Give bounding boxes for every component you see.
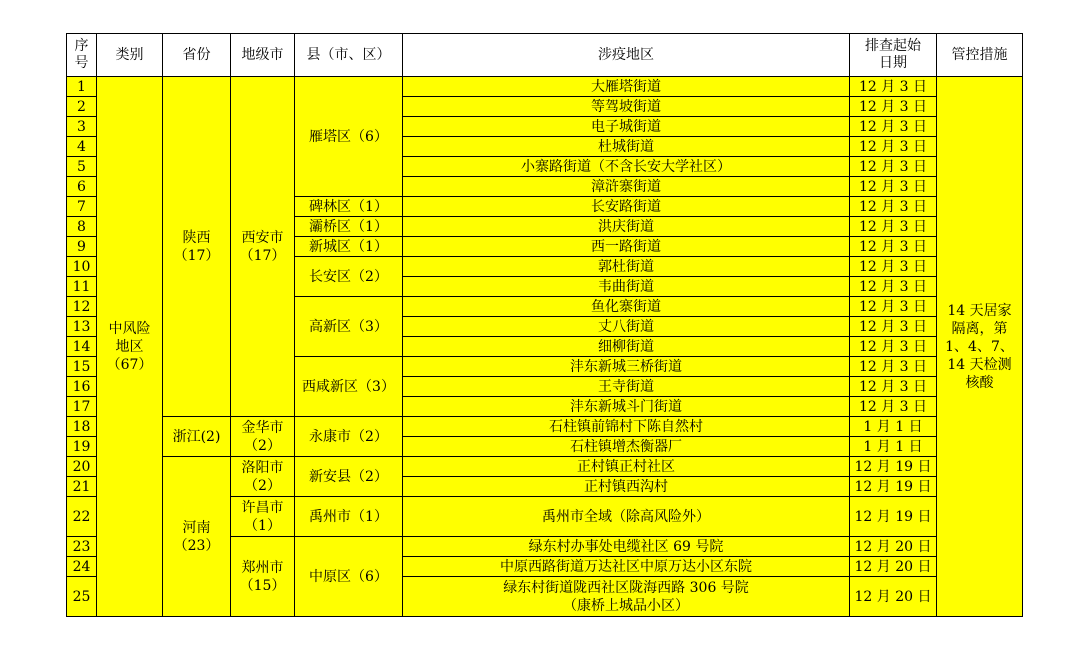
row-number: 3 [67,117,97,137]
row-number: 12 [67,297,97,317]
county-cell-gaoxin: 高新区（3） [295,297,403,357]
date-cell: 12 月 3 日 [850,377,937,397]
area-cell: 长安路街道 [403,197,850,217]
date-cell: 12 月 3 日 [850,217,937,237]
date-cell: 12 月 3 日 [850,297,937,317]
date-cell: 12 月 3 日 [850,317,937,337]
header-city: 地级市 [231,34,295,77]
area-cell: 西一路街道 [403,237,850,257]
date-cell: 12 月 3 日 [850,77,937,97]
area-cell: 正村镇西沟村 [403,477,850,497]
table-row [67,457,1023,477]
table-row [67,417,1023,437]
province-cell-shaanxi: 陕西 （17） [163,77,231,417]
county-cell-changan: 长安区（2） [295,257,403,297]
row-number: 15 [67,357,97,377]
date-cell: 12 月 3 日 [850,177,937,197]
row-number: 2 [67,97,97,117]
row-number: 23 [67,537,97,557]
category-cell: 中风险 地区 （67） [97,77,163,617]
row-number: 6 [67,177,97,197]
header-area: 涉疫地区 [403,34,850,77]
area-cell: 漳浒寨街道 [403,177,850,197]
city-cell-luoyang: 洛阳市 （2） [231,457,295,497]
county-cell-yongkang: 永康市（2） [295,417,403,457]
area-cell: 小寨路街道（不含长安大学社区） [403,157,850,177]
date-cell: 12 月 20 日 [850,537,937,557]
area-cell: 石柱镇前锦村下陈自然村 [403,417,850,437]
county-cell-xinan: 新安县（2） [295,457,403,497]
area-cell: 正村镇正村社区 [403,457,850,477]
area-cell: 绿东村办事处电缆社区 69 号院 [403,537,850,557]
row-number: 5 [67,157,97,177]
row-number: 20 [67,457,97,477]
row-number: 7 [67,197,97,217]
area-cell: 洪庆街道 [403,217,850,237]
date-cell: 1 月 1 日 [850,437,937,457]
area-cell: 绿东村街道陇西社区陇海西路 306 号院 （康桥上城品小区） [403,577,850,617]
header-province: 省份 [163,34,231,77]
date-cell: 12 月 3 日 [850,277,937,297]
row-number: 16 [67,377,97,397]
risk-area-table [66,33,1023,617]
county-cell-yuzhou: 禹州市（1） [295,497,403,537]
row-number: 17 [67,397,97,417]
area-cell: 郭杜街道 [403,257,850,277]
date-cell: 12 月 3 日 [850,197,937,217]
header-start-date: 排查起始 日期 [850,34,937,77]
date-cell: 12 月 20 日 [850,557,937,577]
area-cell: 细柳街道 [403,337,850,357]
row-number: 14 [67,337,97,357]
province-cell-zhejiang: 浙江(2) [163,417,231,457]
header-category: 类别 [97,34,163,77]
table-row [67,77,1023,97]
county-cell-baqiao: 灞桥区（1） [295,217,403,237]
row-number: 19 [67,437,97,457]
row-number: 18 [67,417,97,437]
date-cell: 12 月 3 日 [850,257,937,277]
date-cell: 12 月 19 日 [850,497,937,537]
county-cell-zhongyuan: 中原区（6） [295,537,403,617]
area-cell: 鱼化寨街道 [403,297,850,317]
row-number: 13 [67,317,97,337]
date-cell: 12 月 19 日 [850,457,937,477]
area-cell: 等驾坡街道 [403,97,850,117]
row-number: 10 [67,257,97,277]
header-measures: 管控措施 [937,34,1023,77]
header-seq: 序 号 [67,34,97,77]
county-cell-xincheng: 新城区（1） [295,237,403,257]
area-cell: 电子城街道 [403,117,850,137]
area-cell: 大雁塔街道 [403,77,850,97]
row-number: 22 [67,497,97,537]
row-number: 24 [67,557,97,577]
county-cell-yanta: 雁塔区（6） [295,77,403,197]
date-cell: 12 月 3 日 [850,157,937,177]
row-number: 8 [67,217,97,237]
row-number: 21 [67,477,97,497]
county-cell-xixian: 西咸新区（3） [295,357,403,417]
date-cell: 12 月 3 日 [850,237,937,257]
row-number: 4 [67,137,97,157]
header-row [67,34,1023,77]
city-cell-jinhua: 金华市 （2） [231,417,295,457]
city-cell-xuchang: 许昌市 （1） [231,497,295,537]
row-number: 11 [67,277,97,297]
area-cell: 沣东新城三桥街道 [403,357,850,377]
date-cell: 12 月 3 日 [850,97,937,117]
area-cell: 石柱镇增杰衡器厂 [403,437,850,457]
province-cell-henan: 河南 （23） [163,457,231,617]
date-cell: 12 月 3 日 [850,397,937,417]
city-cell-zhengzhou: 郑州市 （15） [231,537,295,617]
city-cell-xian: 西安市 （17） [231,77,295,417]
date-cell: 12 月 3 日 [850,337,937,357]
area-cell: 沣东新城斗门街道 [403,397,850,417]
header-county: 县（市、区） [295,34,403,77]
row-number: 9 [67,237,97,257]
date-cell: 12 月 19 日 [850,477,937,497]
county-cell-beilin: 碑林区（1） [295,197,403,217]
date-cell: 12 月 3 日 [850,117,937,137]
measures-cell: 14 天居家 隔离，第 1、4、7、 14 天检测 核酸 [937,77,1023,617]
row-number: 1 [67,77,97,97]
area-cell: 中原西路街道万达社区中原万达小区东院 [403,557,850,577]
date-cell: 12 月 20 日 [850,577,937,617]
row-number: 25 [67,577,97,617]
date-cell: 1 月 1 日 [850,417,937,437]
area-cell: 韦曲街道 [403,277,850,297]
area-cell: 丈八街道 [403,317,850,337]
area-cell: 杜城街道 [403,137,850,157]
date-cell: 12 月 3 日 [850,137,937,157]
date-cell: 12 月 3 日 [850,357,937,377]
area-cell: 禹州市全域（除高风险外） [403,497,850,537]
area-cell: 王寺街道 [403,377,850,397]
